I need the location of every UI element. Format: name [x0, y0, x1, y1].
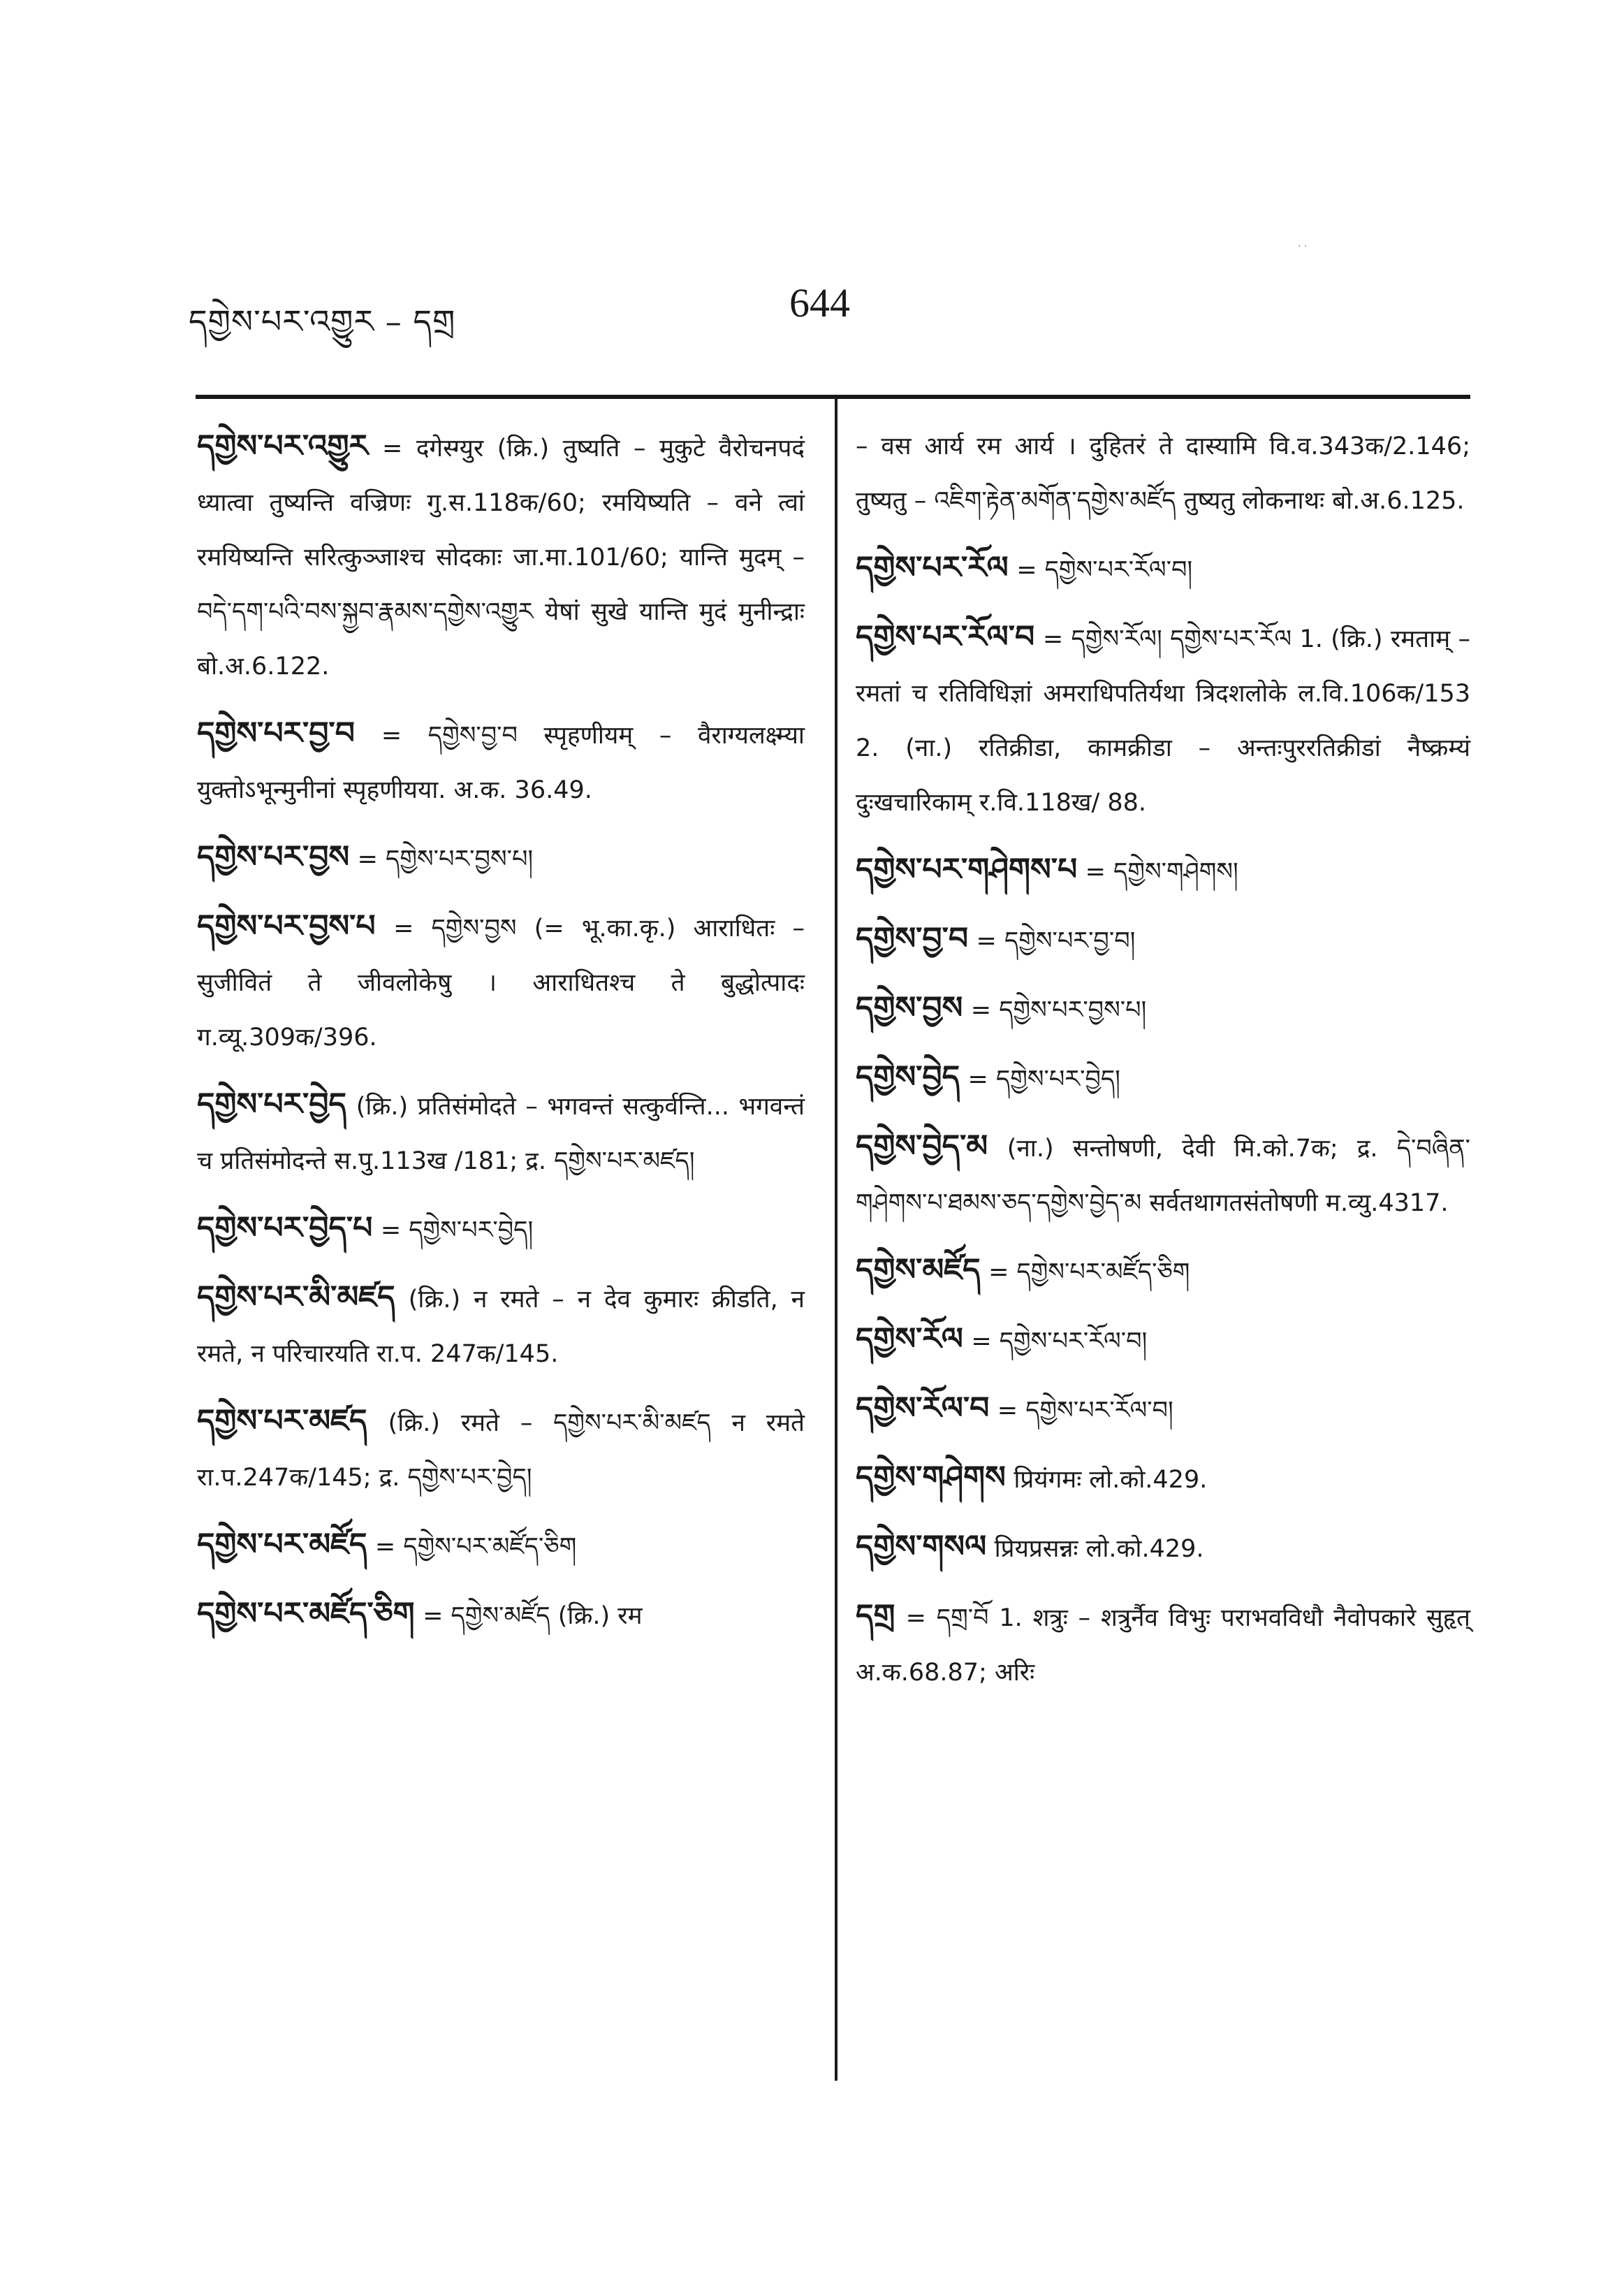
entry-body: = དགྱེས་མཛོད (क्रि.) रम [423, 1602, 643, 1630]
entry-body: = དགྱེས་བྱས (= भू.का.कृ.) आराधितः – सुजीवितं ते जीवलोकेषु । आराधितश्च ते बुद्धोत्पादः ग.व्यू.309क/396. [197, 915, 805, 1052]
entry-body: = དགྲ་བོ 1. शत्रुः – शत्रुर्नैव विभुः पराभवविधौ नैवोपकारे सुहृत् अ.क.68.87; अरिः [856, 1604, 1470, 1687]
dictionary-entry [856, 541, 1470, 597]
dictionary-entry [856, 610, 1470, 830]
dictionary-entry-continued [856, 419, 1470, 528]
entry-headword: དགྱེས་པར་འགྱུར [197, 428, 369, 464]
entry-body: = དགྱེས་པར་བྱས་པ། [970, 996, 1147, 1024]
entry-body: (क्रि.) न रमते – न देव कुमारः क्रीडति, न रमते, न परिचारयति रा.प. 247क/145. [197, 1286, 805, 1368]
dictionary-entry [856, 1520, 1470, 1576]
entry-headword: དགྱེས་པར་བྱས་པ [197, 908, 376, 944]
entry-headword: དགྱེས་གཤེགས [856, 1460, 1006, 1495]
dictionary-entry [197, 1201, 805, 1258]
entry-headword: དགྱེས་པར་བྱེད་པ [197, 1210, 373, 1246]
entry-headword: དགྱེས་པར་བྱས [197, 839, 350, 875]
left-column [197, 419, 805, 1656]
entry-headword: དགྱེས་པར་མཛད [197, 1403, 367, 1439]
dictionary-entry [856, 1450, 1470, 1507]
entry-body: = དགྱེས་པར་བྱེད། [967, 1066, 1120, 1093]
right-column [856, 419, 1470, 1712]
entry-headword: དགྱེས་པར་མཛོད་ཅིག [197, 1596, 415, 1631]
entry-body: = དགྱེས་རོལ། དགྱེས་པར་རོལ 1. (क्रि.) रमताम् – रमतां च रतिविधिज्ञां अमराधिपतिर्यथा त्रिदशलोके ल.वि.106क/153 2. (ना.) रतिक्रीडा, कामक्रीडा – अन्तःपुररतिक्रीडां नैष्क्रम्यं दुःखचारिकाम् र.वि.118ख/ 88. [856, 625, 1470, 817]
entry-headword: དགྱེས་པར་གཤེགས་པ [856, 852, 1078, 887]
entry-body: (ना.) सन्तोषणी, देवी मि.को.7क; द्र. དེ་བཞིན་གཤེགས་པ་ཐམས་ཅད་དགྱེས་བྱེད་མ सर्वतथागतसंतोषणी म.व्यु.4317. [856, 1135, 1470, 1217]
entry-headword: དགྱེས་མཛོད [856, 1252, 981, 1288]
entry-headword: དགྱེས་པར་རོལ [856, 550, 1009, 586]
entry-body: = དགྱེས་པར་རོལ་བ། [1016, 556, 1193, 584]
entry-headword: དགྱེས་བྱེད་མ [856, 1128, 988, 1164]
entry-body: = དགྱེས་པར་བྱེད། [380, 1216, 534, 1244]
dictionary-entry [856, 1119, 1470, 1230]
dictionary-entry [197, 1394, 805, 1505]
dictionary-entry [856, 1243, 1470, 1300]
entry-headword: དགྱེས་པར་བྱེད [197, 1086, 346, 1122]
entry-body: = དགྱེས་པར་རོལ་བ། [997, 1397, 1173, 1425]
dictionary-entry [856, 843, 1470, 899]
entry-headword: དགྱེས་བྱེད [856, 1059, 960, 1095]
entry-body: = དགྱེས་པར་མཛོད་ཅིག [374, 1533, 577, 1561]
dictionary-entry [856, 981, 1470, 1038]
dictionary-entry [856, 1050, 1470, 1107]
dictionary-entry [197, 419, 805, 694]
dictionary-entry [856, 1589, 1470, 1700]
entry-headword: དགྱེས་བྱ་བ [856, 921, 969, 957]
entry-body: = दगेस्ग्युर (क्रि.) तुष्यति – मुकुटे वैरोचनपदं ध्यात्वा तुष्यन्ति वज्रिणः गु.स.118क/60; रमयिष्यति – वने त्वां रमयिष्यन्ति सरित्कुञ्जाश्च सोदकाः जा.मा.101/60; यान्ति मुदम् – བདེ་དག་པའི་བས་སྐྱབ་རྣམས་དགྱེས་འགྱུར येषां सुखे यान्ति मुदं मुनीन्द्राः बो.अ.6.122. [197, 435, 805, 681]
dictionary-entry [197, 899, 805, 1065]
entry-body: = དགྱེས་གཤེགས། [1085, 858, 1238, 886]
dictionary-entry [197, 1587, 805, 1643]
dictionary-entry [197, 1077, 805, 1188]
dictionary-entry [197, 706, 805, 817]
entry-body: = དགྱེས་པར་རོལ་བ། [971, 1328, 1148, 1355]
entry-headword: དགྱེས་པར་མཛོད [197, 1527, 367, 1562]
entry-headword: དགྱེས་པར་བྱ་བ [197, 715, 355, 751]
entry-body: = དགྱེས་བྱ་བ स्पृहणीयम् – वैराग्यलक्ष्म्या युक्तोऽभून्मुनीनां स्पृहणीयया. अ.क. 36.49. [197, 722, 805, 804]
entry-headword: དགྱེས་བྱས [856, 990, 963, 1026]
dictionary-entry [856, 912, 1470, 968]
entry-headword: དགྱེས་རོལ [856, 1321, 963, 1357]
entry-body: प्रियप्रसन्नः लो.को.429. [994, 1535, 1204, 1563]
page-number: 644 [789, 280, 850, 326]
scan-speck: · · [1298, 241, 1308, 252]
dictionary-entry [197, 1270, 805, 1381]
entry-body: = དགྱེས་པར་མཛོད་ཅིག [988, 1258, 1190, 1286]
dictionary-entry [197, 830, 805, 887]
entry-headword: དགྱེས་པར་མི་མཛད [197, 1279, 395, 1315]
entry-headword: དགྱེས་གསལ [856, 1529, 987, 1564]
header-rule [196, 395, 1470, 399]
dictionary-entry [856, 1381, 1470, 1438]
column-divider [835, 397, 837, 2081]
dictionary-entry [197, 1518, 805, 1574]
entry-body: = དགྱེས་པར་བྱ་བ། [976, 927, 1136, 955]
running-head: དགྱེས་པར་འགྱུར – དགྲ [189, 303, 456, 340]
entry-body: = དགྱེས་པར་བྱས་པ། [357, 845, 534, 873]
entry-body: (क्रि.) प्रतिसंमोदते – भगवन्तं सत्कुर्वन्ति... भगवन्तं च प्रतिसंमोदन्ते स.पु.113ख /181; द्र. དགྱེས་པར་མཛད། [197, 1093, 805, 1175]
entry-body: प्रियंगमः लो.को.429. [1014, 1466, 1208, 1494]
dictionary-entry [856, 1312, 1470, 1369]
entry-body: – वस आर्य रम आर्य । दुहितरं ते दास्यामि वि.व.343क/2.146; तुष्यतु – འཇིག་རྟེན་མགོན་དགྱེས་མཛོད तुष्यतु लोकनाथः बो.अ.6.125. [856, 432, 1470, 515]
entry-headword: དགྱེས་རོལ་བ [856, 1390, 990, 1426]
entry-headword: དགྱེས་པར་རོལ་བ [856, 619, 1035, 655]
entry-body: (क्रि.) रमते – དགྱེས་པར་མི་མཛད न रमते रा.प.247क/145; द्र. དགྱེས་པར་བྱེད། [197, 1409, 805, 1492]
entry-headword: དགྲ [856, 1598, 895, 1634]
